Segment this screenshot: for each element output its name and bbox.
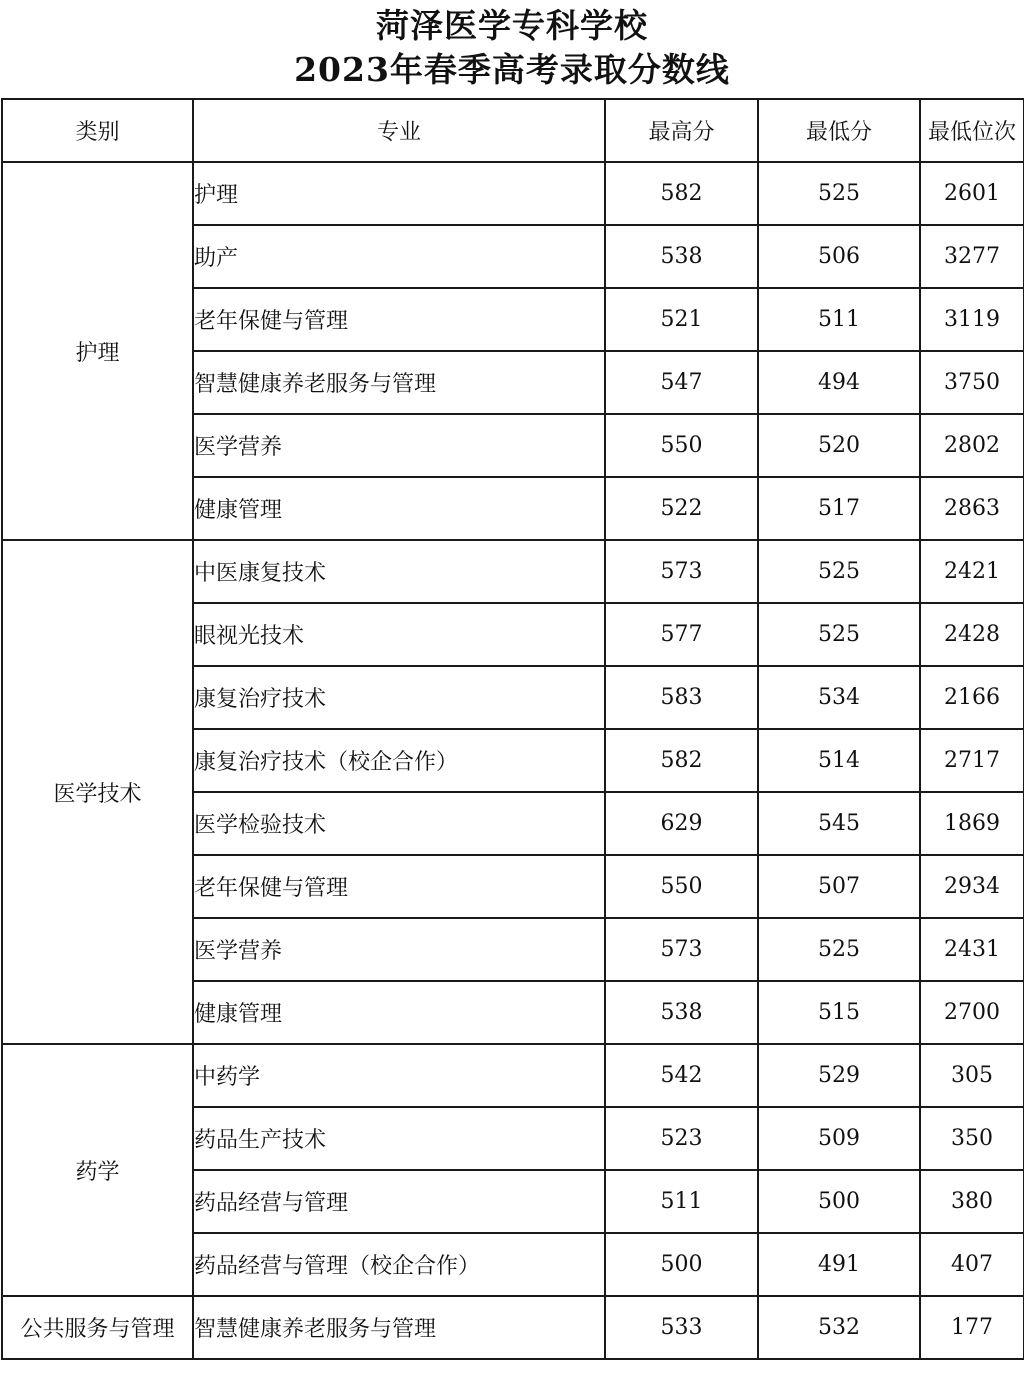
min-score-cell: 509	[758, 1107, 920, 1170]
document-title	[0, 0, 1024, 98]
major-cell: 助产	[193, 225, 605, 288]
table-row	[2, 540, 1024, 603]
min-score-cell: 520	[758, 414, 920, 477]
table-row	[2, 162, 1024, 225]
major-cell: 药品经营与管理	[193, 1170, 605, 1233]
category-cell: 公共服务与管理	[2, 1296, 193, 1359]
major-cell: 药品生产技术	[193, 1107, 605, 1170]
major-cell: 医学检验技术	[193, 792, 605, 855]
category-cell: 医学技术	[2, 540, 193, 1044]
max-score-cell: 582	[605, 162, 758, 225]
max-score-cell: 521	[605, 288, 758, 351]
major-cell: 智慧健康养老服务与管理	[193, 1296, 605, 1359]
table-row	[2, 1296, 1024, 1359]
category-cell: 药学	[2, 1044, 193, 1296]
max-score-cell: 538	[605, 225, 758, 288]
max-score-cell: 629	[605, 792, 758, 855]
table-row	[2, 1044, 1024, 1107]
max-score-cell: 523	[605, 1107, 758, 1170]
table-header-row	[2, 99, 1024, 162]
min-rank-cell: 2934	[920, 855, 1024, 918]
max-score-cell: 533	[605, 1296, 758, 1359]
min-rank-cell: 407	[920, 1233, 1024, 1296]
min-score-cell: 529	[758, 1044, 920, 1107]
min-rank-cell: 2601	[920, 162, 1024, 225]
major-cell: 中药学	[193, 1044, 605, 1107]
major-cell: 健康管理	[193, 477, 605, 540]
min-score-cell: 515	[758, 981, 920, 1044]
max-score-cell: 547	[605, 351, 758, 414]
max-score-cell: 573	[605, 540, 758, 603]
min-score-cell: 511	[758, 288, 920, 351]
min-score-cell: 491	[758, 1233, 920, 1296]
table-body	[2, 162, 1024, 1359]
major-cell: 健康管理	[193, 981, 605, 1044]
admission-scores-table	[1, 98, 1024, 1360]
major-cell: 智慧健康养老服务与管理	[193, 351, 605, 414]
min-rank-cell: 3750	[920, 351, 1024, 414]
max-score-cell: 522	[605, 477, 758, 540]
min-score-cell: 525	[758, 162, 920, 225]
major-cell: 眼视光技术	[193, 603, 605, 666]
min-rank-cell: 2700	[920, 981, 1024, 1044]
max-score-cell: 511	[605, 1170, 758, 1233]
title-school-name: 菏泽医学专科学校	[376, 6, 648, 45]
min-rank-cell: 3119	[920, 288, 1024, 351]
min-rank-cell: 380	[920, 1170, 1024, 1233]
min-rank-cell: 2431	[920, 918, 1024, 981]
major-cell: 老年保健与管理	[193, 288, 605, 351]
min-score-cell: 507	[758, 855, 920, 918]
header-category: 类别	[2, 99, 193, 162]
major-cell: 药品经营与管理（校企合作）	[193, 1233, 605, 1296]
min-rank-cell: 2863	[920, 477, 1024, 540]
min-score-cell: 517	[758, 477, 920, 540]
min-score-cell: 545	[758, 792, 920, 855]
header-max-score: 最高分	[605, 99, 758, 162]
major-cell: 康复治疗技术（校企合作）	[193, 729, 605, 792]
min-score-cell: 494	[758, 351, 920, 414]
min-rank-cell: 2802	[920, 414, 1024, 477]
major-cell: 康复治疗技术	[193, 666, 605, 729]
max-score-cell: 538	[605, 981, 758, 1044]
max-score-cell: 550	[605, 855, 758, 918]
min-rank-cell: 305	[920, 1044, 1024, 1107]
min-rank-cell: 1869	[920, 792, 1024, 855]
max-score-cell: 500	[605, 1233, 758, 1296]
min-score-cell: 514	[758, 729, 920, 792]
major-cell: 护理	[193, 162, 605, 225]
min-score-cell: 534	[758, 666, 920, 729]
min-score-cell: 525	[758, 603, 920, 666]
max-score-cell: 550	[605, 414, 758, 477]
title-subtitle: 2023年春季高考录取分数线	[294, 50, 730, 89]
min-rank-cell: 2717	[920, 729, 1024, 792]
min-score-cell: 525	[758, 540, 920, 603]
major-cell: 中医康复技术	[193, 540, 605, 603]
min-rank-cell: 2428	[920, 603, 1024, 666]
header-min-rank: 最低位次	[920, 99, 1024, 162]
max-score-cell: 582	[605, 729, 758, 792]
major-cell: 老年保健与管理	[193, 855, 605, 918]
min-score-cell: 532	[758, 1296, 920, 1359]
max-score-cell: 577	[605, 603, 758, 666]
min-rank-cell: 2166	[920, 666, 1024, 729]
min-score-cell: 506	[758, 225, 920, 288]
min-rank-cell: 3277	[920, 225, 1024, 288]
min-score-cell: 525	[758, 918, 920, 981]
header-major: 专业	[193, 99, 605, 162]
min-rank-cell: 350	[920, 1107, 1024, 1170]
min-score-cell: 500	[758, 1170, 920, 1233]
max-score-cell: 573	[605, 918, 758, 981]
category-cell: 护理	[2, 162, 193, 540]
header-min-score: 最低分	[758, 99, 920, 162]
major-cell: 医学营养	[193, 918, 605, 981]
min-rank-cell: 177	[920, 1296, 1024, 1359]
max-score-cell: 583	[605, 666, 758, 729]
min-rank-cell: 2421	[920, 540, 1024, 603]
major-cell: 医学营养	[193, 414, 605, 477]
max-score-cell: 542	[605, 1044, 758, 1107]
